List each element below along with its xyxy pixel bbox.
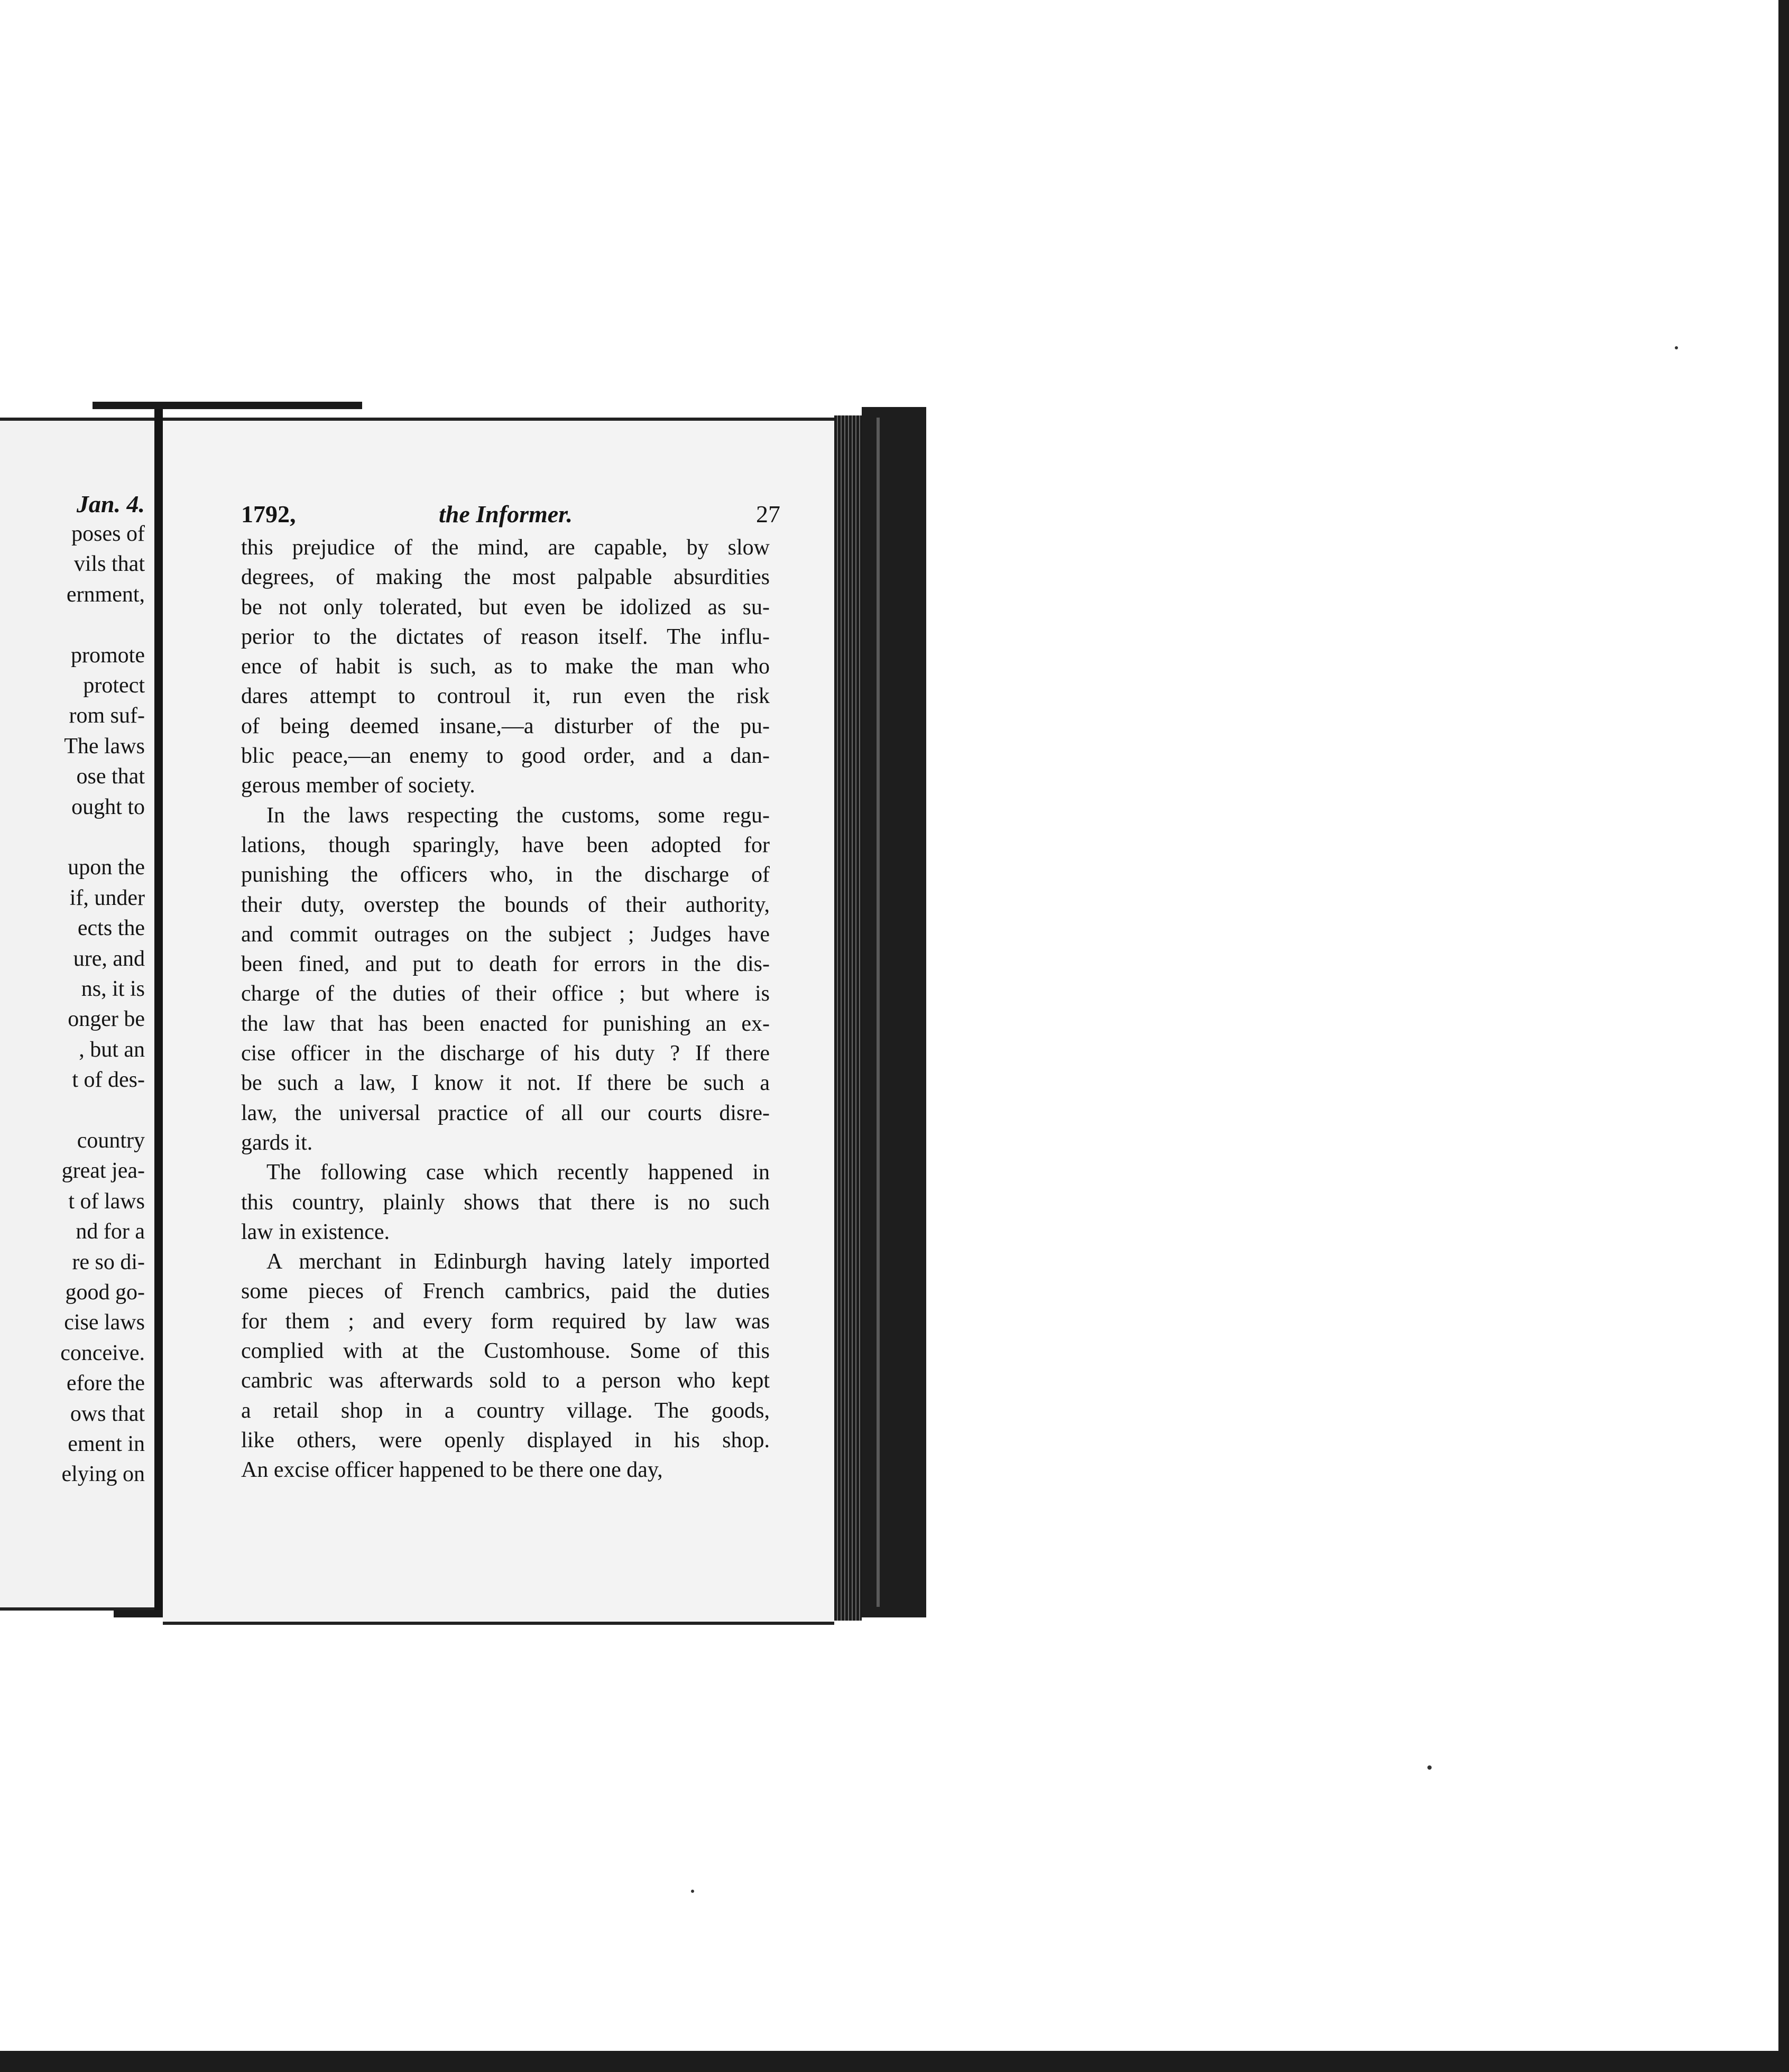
text-line: gards it. (241, 1130, 313, 1155)
left-text-line: elying on (61, 1462, 145, 1487)
text-line: perior to the dictates of reason itself. The influ- (241, 624, 770, 649)
left-text-line: country (77, 1128, 145, 1153)
text-line: law, the universal practice of all our courts disre- (241, 1100, 770, 1125)
text-line: gerous member of society. (241, 773, 475, 798)
text-line: An excise officer happened to be there one day, (241, 1458, 663, 1483)
body-text (241, 533, 770, 1485)
left-text-line: ows that (70, 1401, 145, 1426)
left-text-line: efore the (66, 1371, 145, 1396)
text-line: law in existence. (241, 1219, 390, 1244)
text-line: be such a law, I know it not. If there be such a (241, 1071, 770, 1096)
left-text-line: promote (71, 643, 145, 668)
running-head-year: 1792, (241, 501, 296, 528)
text-line: charge of the duties of their office ; but where is (241, 982, 770, 1006)
left-running-head: Jan. 4. (76, 491, 145, 517)
dust-speck (691, 1890, 694, 1893)
left-text-line: ure, and (73, 946, 145, 971)
text-line: lations, though sparingly, have been adopted for (241, 832, 770, 857)
text-line: this country, plainly shows that there is no such (241, 1190, 770, 1215)
left-text-line: protect (83, 673, 145, 698)
page-number: 27 (756, 501, 780, 528)
text-line: A merchant in Edinburgh having lately imported (266, 1250, 770, 1274)
text-line: like others, were openly displayed in his shop. (241, 1428, 770, 1453)
left-text-line: ought to (71, 794, 145, 819)
text-line: blic peace,—an enemy to good order, and a dan- (241, 744, 770, 769)
text-line: for them ; and every form required by law was (241, 1309, 770, 1334)
text-line: cambric was afterwards sold to a person who kept (241, 1368, 770, 1393)
dust-speck (1427, 1765, 1432, 1770)
text-line: complied with at the Customhouse. Some of this (241, 1339, 770, 1364)
text-line: and commit outrages on the subject ; Judges have (241, 922, 770, 947)
left-text-line: poses of (71, 522, 145, 546)
text-line: their duty, overstep the bounds of their authority, (241, 892, 770, 917)
text-line: a retail shop in a country village. The goods, (241, 1398, 770, 1423)
left-text-line: ects the (77, 916, 145, 941)
text-line: dares attempt to controul it, run even the risk (241, 684, 770, 709)
right-page (163, 418, 834, 1625)
scan-border-right (1778, 0, 1789, 2072)
left-page (0, 418, 154, 1611)
left-text-line: t of laws (68, 1189, 145, 1214)
text-line: cise officer in the discharge of his duty ? If there (241, 1041, 770, 1066)
left-text-line: upon the (68, 855, 145, 880)
cover-highlight (877, 418, 880, 1607)
left-text-line: ose that (76, 764, 145, 789)
left-text-line: great jea- (61, 1159, 145, 1183)
running-head (241, 500, 780, 532)
left-text-line: re so di- (72, 1250, 145, 1274)
text-line: the law that has been enacted for punishing an ex- (241, 1011, 770, 1036)
left-text-line: cise laws (64, 1310, 145, 1335)
left-text-line: nd for a (76, 1219, 145, 1244)
text-line: The following case which recently happened in (266, 1160, 770, 1185)
left-text-line: onger be (68, 1007, 145, 1032)
text-line: ence of habit is such, as to make the man who (241, 654, 770, 679)
binding-strip-top (93, 402, 362, 409)
text-line: been fined, and put to death for errors in the dis- (241, 952, 770, 977)
dust-speck (1675, 346, 1678, 349)
left-text-line: t of des- (72, 1068, 145, 1093)
left-text-line: vils that (73, 552, 145, 577)
text-line: this prejudice of the mind, are capable, by slow (241, 535, 770, 560)
left-text-line: ernment, (66, 582, 145, 607)
text-line: of being deemed insane,—a disturber of the pu- (241, 714, 770, 738)
scan-border-bottom (0, 2051, 1789, 2072)
book-gutter (154, 402, 163, 1617)
left-text-line: if, under (69, 885, 145, 910)
text-line: punishing the officers who, in the discharge of (241, 863, 770, 887)
page-block-edge (834, 415, 862, 1621)
text-line: be not only tolerated, but even be idolized as su- (241, 595, 770, 619)
left-text-line: good go- (65, 1280, 145, 1305)
left-text-line: ns, it is (81, 977, 145, 1001)
left-text-line: , but an (79, 1037, 145, 1062)
text-line: degrees, of making the most palpable absurdities (241, 565, 770, 590)
left-text-line: The laws (64, 734, 145, 758)
running-head-title: the Informer. (439, 501, 573, 528)
text-line: some pieces of French cambrics, paid the duties (241, 1279, 770, 1304)
book-cover (862, 407, 926, 1617)
left-text-line: ement in (68, 1432, 145, 1456)
left-text-line: conceive. (60, 1340, 145, 1365)
left-text-line: rom suf- (69, 704, 145, 728)
text-line: In the laws respecting the customs, some regu- (266, 803, 770, 828)
